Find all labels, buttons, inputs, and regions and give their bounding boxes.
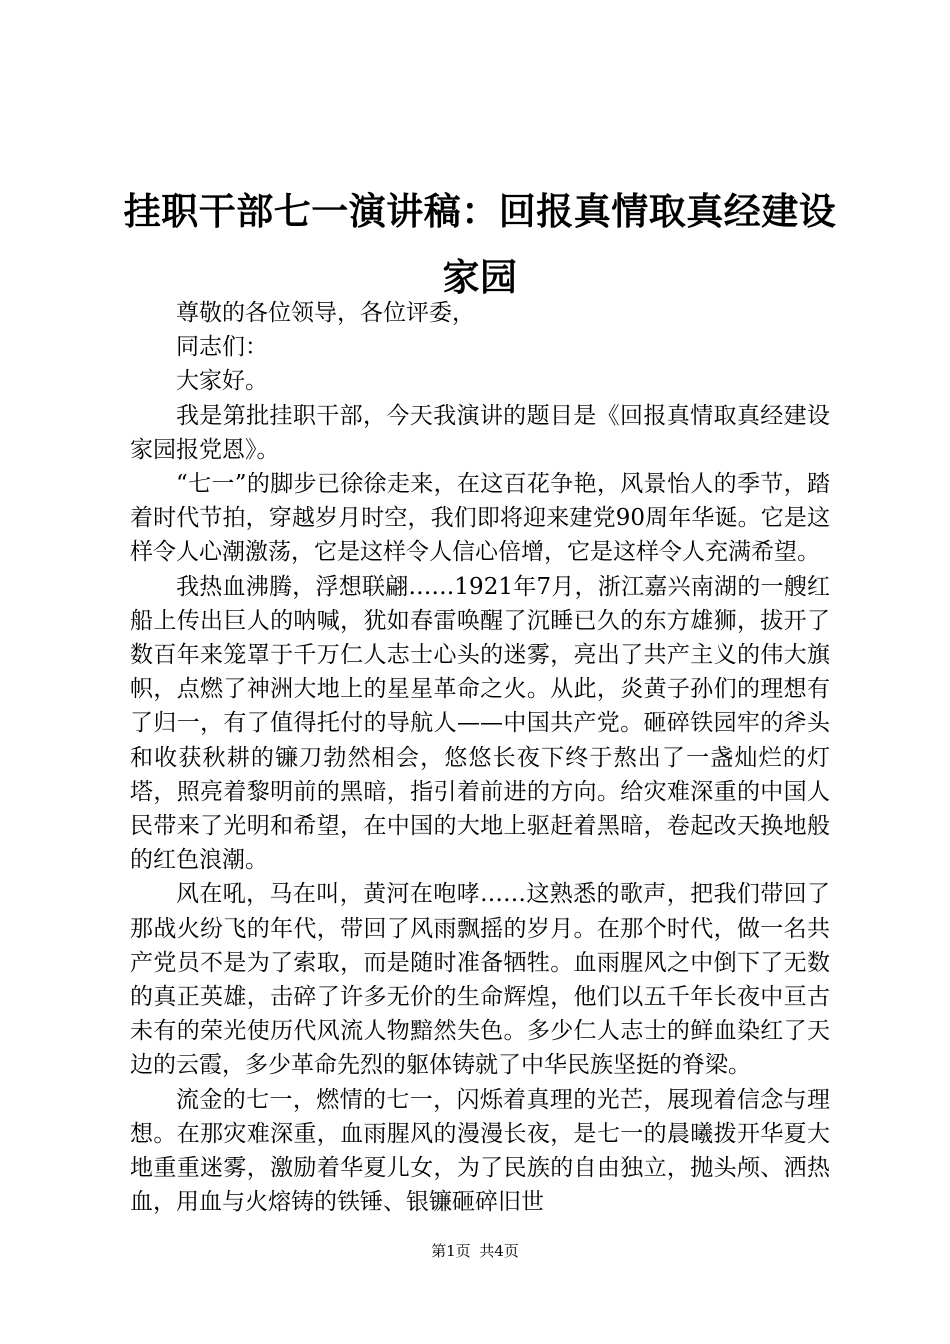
page-footer — [0, 1241, 950, 1261]
paragraph: 流金的七一，燃情的七一，闪烁着真理的光芒，展现着信念与理想。在那灾难深重，血雨腥风的漫漫长夜，是七一的晨曦拨开华夏大地重重迷雾，激励着华夏儿女，为了民族的自由独立，抛头颅、洒热血，用血与火熔铸的铁锤、银镰砸碎旧世 — [130, 1086, 830, 1216]
page-number: 第1页 — [431, 1242, 471, 1260]
document-body — [130, 296, 830, 1219]
document-title: 挂职干部七一演讲稿：回报真情取真经建设家园 — [123, 189, 837, 299]
paragraph-salutation: 尊敬的各位领导，各位评委， — [176, 300, 475, 326]
page-total: 共4页 — [479, 1242, 519, 1260]
paragraph-greeting: 大家好。 — [176, 368, 268, 395]
paragraph: “七一”的脚步已徐徐走来，在这百花争艳，风景怡人的季节，踏着时代节拍，穿越岁月时空，我们即将迎来建党90周年华诞。它是这样令人心潮激荡，它是这样令人信心倍增，它是这样令人充满希望。 — [130, 471, 830, 566]
paragraph: 我是第批挂职干部，今天我演讲的题目是《回报真情取真经建设家园报党恩》。 — [130, 402, 830, 463]
paragraph-comrades: 同志们： — [176, 334, 268, 361]
paragraph: 风在吼，马在叫，黄河在咆哮……这熟悉的歌声，把我们带回了那战火纷飞的年代，带回了风雨飘摇的岁月。在那个时代，做一名共产党员不是为了索取，而是随时准备牺牲。血雨腥风之中倒下了无数的真正英雄，击碎了许多无价的生命辉煌，他们以五千年长夜中亘古未有的荣光使历代风流人物黯然失色。多少仁人志士的鲜血染红了天边的云霞，多少革命先烈的躯体铸就了中华民族坚挺的脊梁。 — [130, 881, 830, 1079]
paragraph: 我热血沸腾，浮想联翩……1921年7月，浙江嘉兴南湖的一艘红船上传出巨人的呐喊，犹如春雷唤醒了沉睡已久的东方雄狮，拔开了数百年来笼罩于千万仁人志士心头的迷雾，亮出了共产主义的伟大旗帜，点燃了神洲大地上的星星革命之火。从此，炎黄子孙们的理想有了归一，有了值得托付的导航人——中国共产党。砸碎铁园牢的斧头和收获秋耕的镰刀勃然相会，悠悠长夜下终于熬出了一盏灿烂的灯塔，照亮着黎明前的黑暗，指引着前进的方向。给灾难深重的中国人民带来了光明和希望，在中国的大地上驱赶着黑暗，卷起改天换地般的红色浪潮。 — [130, 573, 830, 874]
